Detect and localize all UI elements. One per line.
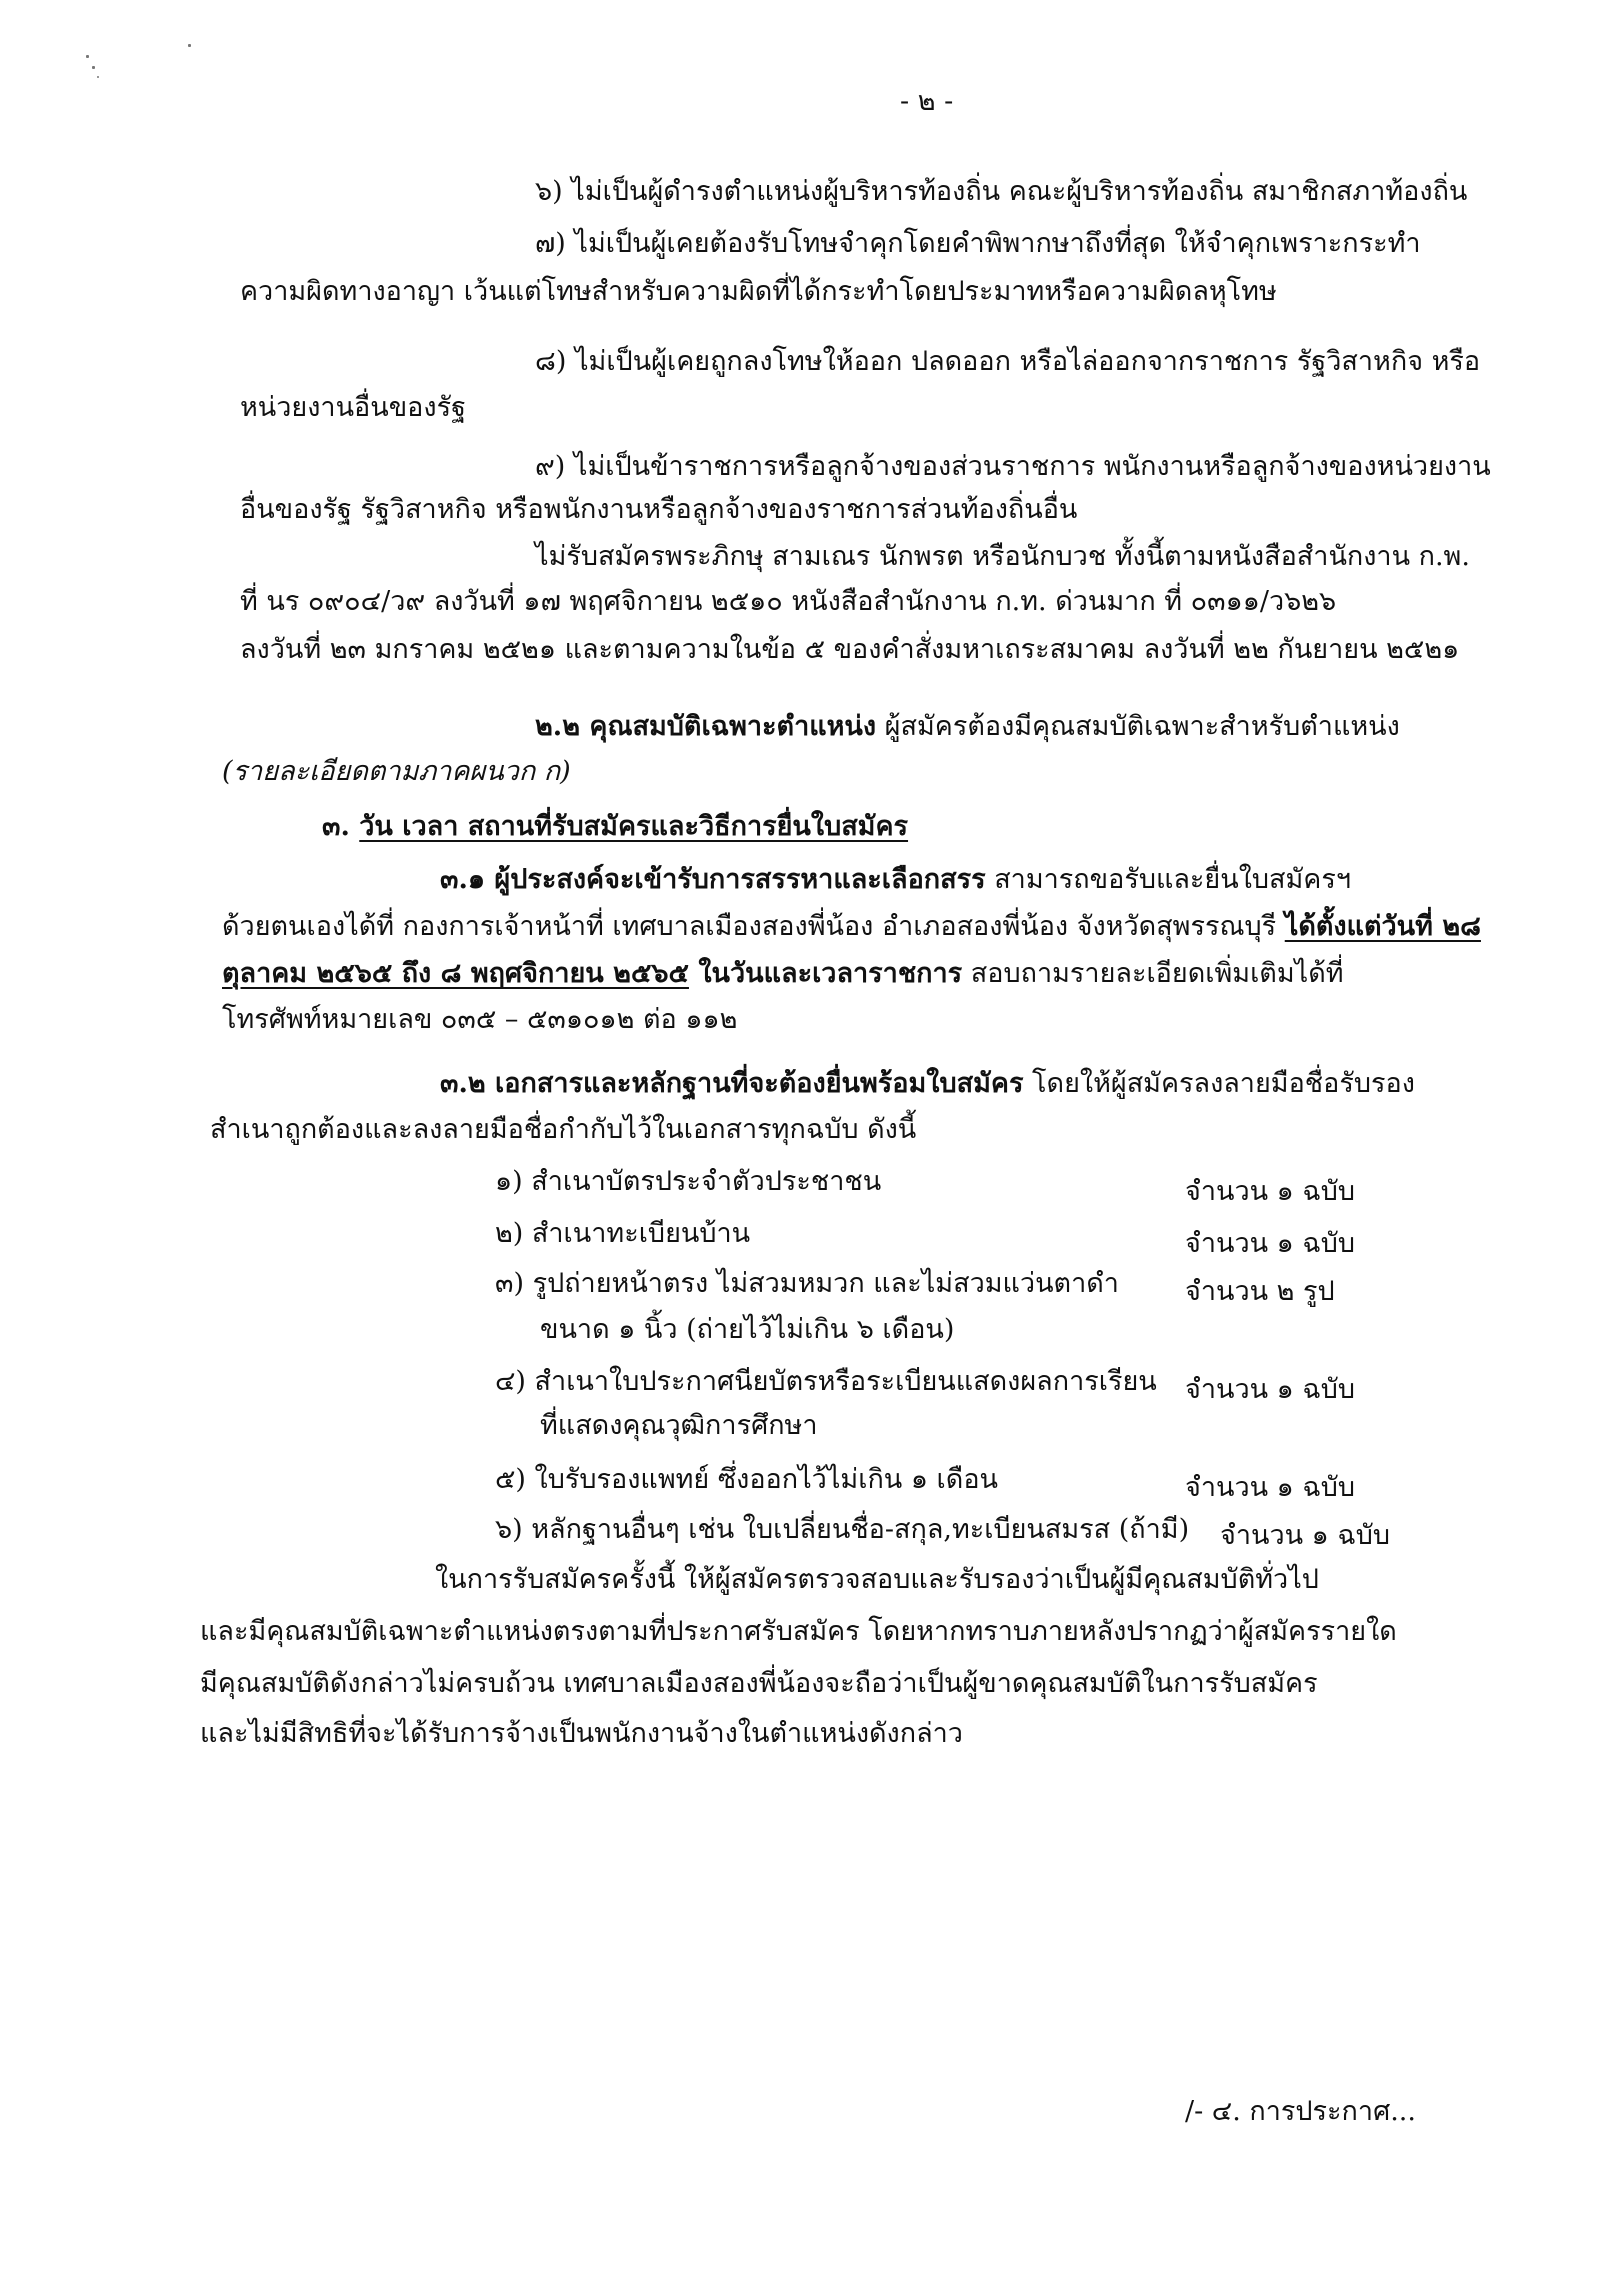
section-3-2-heading: ๓.๒ เอกสารและหลักฐานที่จะต้องยื่นพร้อมใบสมัคร [440,1068,1024,1099]
qualification-6: ๖) ไม่เป็นผู้ดำรงตำแหน่งผู้บริหารท้องถิ่น คณะผู้บริหารท้องถิ่น สมาชิกสภาท้องถิ่น [535,176,1468,207]
monk-exclusion-line3: ลงวันที่ ๒๓ มกราคม ๒๕๒๑ และตามความในข้อ ๕ ของคำสั่งมหาเถระสมาคม ลงวันที่ ๒๒ กันยายน ๒๕๒๑ [240,634,1460,665]
section-2-2-text: ผู้สมัครต้องมีคุณสมบัติเฉพาะสำหรับตำแหน่ง [876,711,1400,742]
page-number: - ๒ - [900,86,954,117]
closing-line3: มีคุณสมบัติดังกล่าวไม่ครบถ้วน เทศบาลเมืองสองพี่น้องจะถือว่าเป็นผู้ขาดคุณสมบัติในการรับสมัคร [200,1668,1318,1699]
section-2-2-note: (รายละเอียดตามภาคผนวก ก) [222,756,571,787]
section-3-1-text: สามารถขอรับและยื่นใบสมัครฯ [985,864,1352,895]
qualification-9-line1: ๙) ไม่เป็นข้าราชการหรือลูกจ้างของส่วนราชการ พนักงานหรือลูกจ้างของหน่วยงาน [535,451,1491,482]
document-item-5: ๕) ใบรับรองแพทย์ ซึ่งออกไว้ไม่เกิน ๑ เดือน [495,1464,998,1495]
section-3-1-line2 [222,905,1481,949]
section-3-title: วัน เวลา สถานที่รับสมัครและวิธีการยื่นใบสมัคร [359,811,909,842]
section-3-1-inquiry: สอบถามรายละเอียดเพิ่มเติมได้ที่ [962,958,1344,989]
document-qty-1: จำนวน ๑ ฉบับ [1185,1176,1356,1207]
document-item-1: ๑) สำเนาบัตรประจำตัวประชาชน [495,1166,882,1197]
section-3-2-line2: สำเนาถูกต้องและลงลายมือชื่อกำกับไว้ในเอกสารทุกฉบับ ดังนี้ [210,1114,917,1145]
section-3-1-phone: โทรศัพท์หมายเลข ๐๓๕ – ๕๓๑๐๑๒ ต่อ ๑๑๒ [222,1004,738,1035]
section-3-2-text: โดยให้ผู้สมัครลงลายมือชื่อรับรอง [1023,1068,1415,1099]
document-item-2: ๒) สำเนาทะเบียนบ้าน [495,1218,751,1249]
qualification-7-line2: ความผิดทางอาญา เว้นแต่โทษสำหรับความผิดที่ได้กระทำโดยประมาทหรือความผิดลหุโทษ [240,276,1277,307]
qualification-7-line1: ๗) ไม่เป็นผู้เคยต้องรับโทษจำคุกโดยคำพิพากษาถึงที่สุด ให้จำคุกเพราะกระทำ [535,228,1421,259]
section-3-1-date-range: ตุลาคม ๒๕๖๕ ถึง ๘ พฤศจิกายน ๒๕๖๕ [222,958,689,989]
document-qty-5: จำนวน ๑ ฉบับ [1185,1472,1356,1503]
document-item-3-detail: ขนาด ๑ นิ้ว (ถ่ายไว้ไม่เกิน ๖ เดือน) [540,1314,955,1345]
closing-line4: และไม่มีสิทธิที่จะได้รับการจ้างเป็นพนักงานจ้างในตำแหน่งดังกล่าว [200,1718,963,1749]
section-3-heading [322,805,908,849]
document-item-3: ๓) รูปถ่ายหน้าตรง ไม่สวมหมวก และไม่สวมแว่นตาดำ [495,1268,1119,1299]
document-qty-4: จำนวน ๑ ฉบับ [1185,1374,1356,1405]
document-item-4-detail: ที่แสดงคุณวุฒิการศึกษา [540,1410,818,1441]
document-qty-2: จำนวน ๑ ฉบับ [1185,1228,1356,1259]
section-3-1-heading: ๓.๑ ผู้ประสงค์จะเข้ารับการสรรหาและเลือกสรร [440,864,986,895]
section-3-1-location: ด้วยตนเองได้ที่ กองการเจ้าหน้าที่ เทศบาลเมืองสองพี่น้อง อำเภอสองพี่น้อง จังหวัดสุพรรณบุรี [222,911,1285,942]
qualification-9-line2: อื่นของรัฐ รัฐวิสาหกิจ หรือพนักงานหรือลูกจ้างของราชการส่วนท้องถิ่นอื่น [240,494,1078,525]
section-3-1-line3 [222,952,1344,996]
monk-exclusion-line1: ไม่รับสมัครพระภิกษุ สามเณร นักพรต หรือนักบวช ทั้งนี้ตามหนังสือสำนักงาน ก.พ. [535,541,1470,572]
section-3-1-date-start: ได้ตั้งแต่วันที่ ๒๘ [1284,911,1481,942]
document-item-4: ๔) สำเนาใบประกาศนียบัตรหรือระเบียนแสดงผลการเรียน [495,1366,1157,1397]
document-item-6: ๖) หลักฐานอื่นๆ เช่น ใบเปลี่ยนชื่อ-สกุล,ทะเบียนสมรส (ถ้ามี) [495,1514,1190,1545]
qualification-8-line2: หน่วยงานอื่นของรัฐ [240,392,466,423]
section-3-1-line1 [440,858,1351,902]
document-qty-3: จำนวน ๒ รูป [1185,1276,1335,1307]
section-3-2-line1 [440,1062,1415,1106]
section-2-2-heading: ๒.๒ คุณสมบัติเฉพาะตำแหน่ง [535,711,877,742]
closing-line1: ในการรับสมัครครั้งนี้ ให้ผู้สมัครตรวจสอบและรับรองว่าเป็นผู้มีคุณสมบัติทั่วไป [435,1564,1319,1595]
continuation-note: /- ๔. การประกาศ... [1185,2096,1416,2127]
section-2-2 [535,705,1400,749]
monk-exclusion-line2: ที่ นร ๐๙๐๔/ว๙ ลงวันที่ ๑๗ พฤศจิกายน ๒๕๑๐ หนังสือสำนักงาน ก.ท. ด่วนมาก ที่ ๐๓๑๑/ว๖๒๖ [240,586,1337,617]
section-3-1-office-hours: ในวันและเวลาราชการ [688,958,963,989]
qualification-8-line1: ๘) ไม่เป็นผู้เคยถูกลงโทษให้ออก ปลดออก หรือไล่ออกจากราชการ รัฐวิสาหกิจ หรือ [535,346,1481,377]
document-qty-6: จำนวน ๑ ฉบับ [1220,1520,1391,1551]
closing-line2: และมีคุณสมบัติเฉพาะตำแหน่งตรงตามที่ประกาศรับสมัคร โดยหากทราบภายหลังปรากฏว่าผู้สมัครรายใด [200,1616,1397,1647]
section-3-number: ๓. [322,811,360,842]
